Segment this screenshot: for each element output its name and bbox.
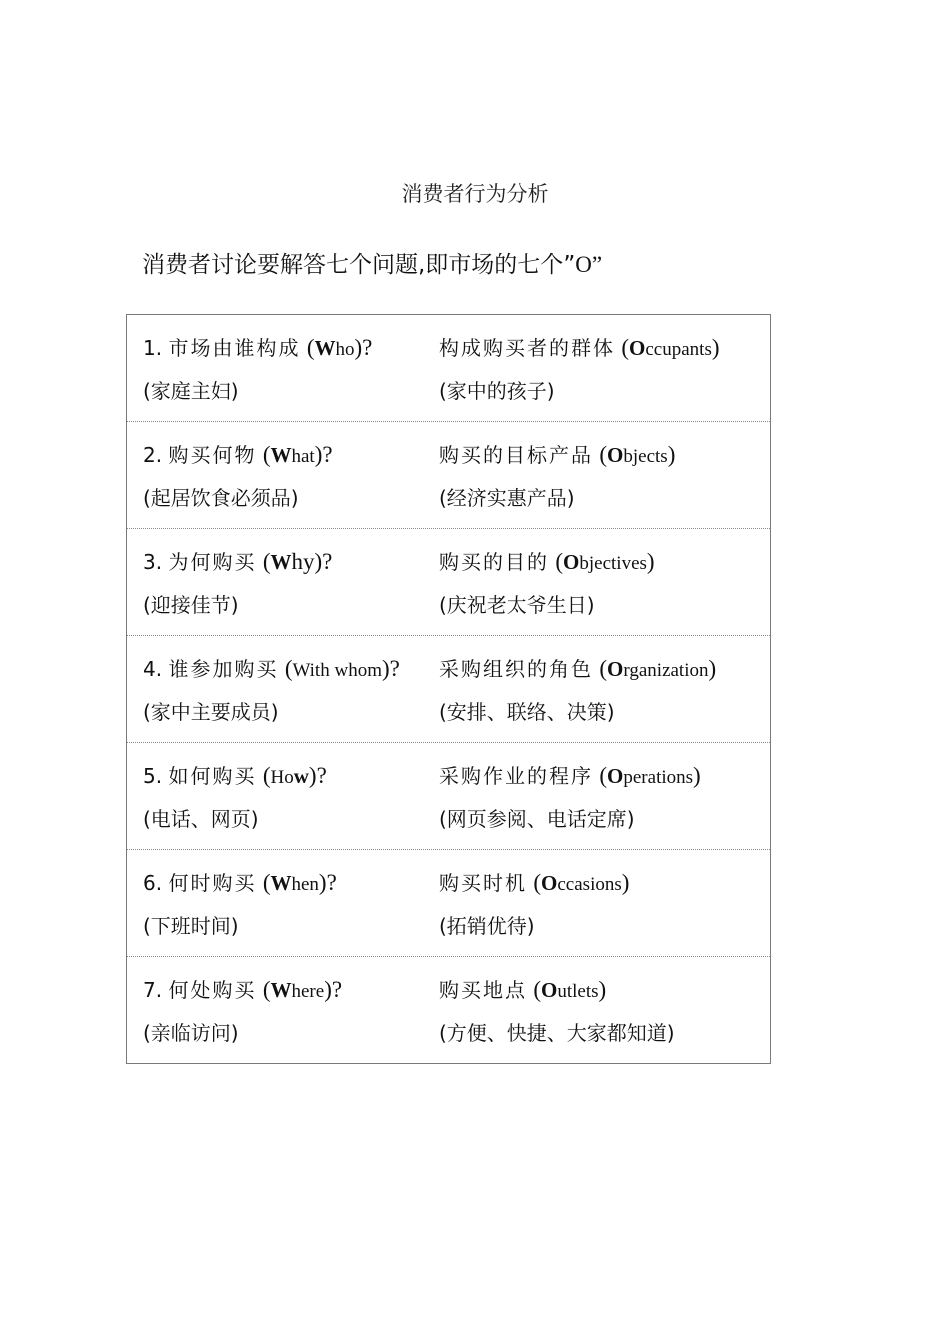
question-example: (亲临访问) [143, 1021, 239, 1045]
answer-example: (庆祝老太爷生日) [439, 593, 595, 617]
answer-example: (家中的孩子) [439, 379, 555, 403]
answer-line: 构成购买者的群体 (Occupants) [439, 335, 720, 360]
question-mark: ? [362, 335, 373, 360]
answer-text: 采购组织的角色 [439, 657, 593, 681]
question-text: 何时购买 [168, 871, 257, 895]
question-cell [127, 636, 427, 742]
question-cell [127, 529, 427, 635]
question-text: 为何购买 [168, 550, 257, 574]
answer-example: (网页参阅、电话定席) [439, 807, 635, 831]
answer-text: 购买时机 [439, 871, 527, 895]
answer-term: perations [623, 767, 694, 788]
answer-example: (拓销优待) [439, 914, 535, 938]
question-term: hy [291, 549, 315, 574]
table-row [127, 315, 770, 422]
answer-initial: O [607, 443, 624, 467]
subtitle-quote-open: ” [563, 252, 576, 278]
table-row [127, 636, 770, 743]
answer-line: 购买时机 (Occasions) [439, 870, 630, 895]
question-cell [127, 743, 427, 849]
row-number: 3. [143, 550, 163, 574]
document-subtitle [142, 246, 602, 279]
table-row [127, 529, 770, 636]
question-example: (电话、网页) [143, 807, 259, 831]
answer-cell [427, 315, 770, 421]
question-text: 何处购买 [168, 978, 257, 1002]
question-initial: W [270, 978, 292, 1002]
question-cell [127, 957, 427, 1063]
row-number: 1. [143, 336, 163, 360]
question-mark: ? [322, 549, 333, 574]
question-example: (迎接佳节) [143, 593, 239, 617]
answer-term: utlets [557, 981, 599, 1002]
question-term: hat [291, 446, 315, 467]
answer-line: 采购组织的角色 (Organization) [439, 656, 717, 681]
answer-line: 购买的目标产品 (Objects) [439, 442, 676, 467]
table-row [127, 422, 770, 529]
question-mark: ? [316, 763, 327, 788]
answer-text: 购买的目标产品 [439, 443, 593, 467]
question-mark: ? [389, 656, 400, 681]
question-example: (家中主要成员) [143, 700, 279, 724]
answer-example: (经济实惠产品) [439, 486, 575, 510]
answer-text: 购买地点 [439, 978, 527, 1002]
table-row [127, 850, 770, 957]
answer-text: 购买的目的 [439, 550, 549, 574]
answer-cell [427, 743, 770, 849]
question-term: ho [335, 339, 355, 360]
question-term: hom [348, 660, 382, 681]
question-line: 5. 如何购买 (How)? [143, 763, 327, 788]
question-initial: Ho [270, 767, 294, 788]
question-line: 2. 购买何物 (What)? [143, 442, 333, 467]
question-term: w [293, 764, 309, 788]
answer-cell [427, 957, 770, 1063]
subtitle-text: 消费者讨论要解答七个问题,即市场的七个 [142, 252, 564, 278]
question-line: 7. 何处购买 (Where)? [143, 977, 343, 1002]
question-line: 1. 市场由谁构成 (Who)? [143, 335, 373, 360]
question-initial: With w [292, 660, 349, 681]
question-initial: W [270, 871, 292, 895]
row-number: 4. [143, 657, 163, 681]
row-number: 6. [143, 871, 163, 895]
question-line: 3. 为何购买 (Why)? [143, 549, 333, 574]
answer-line: 购买的目的 (Objectives) [439, 549, 655, 574]
question-mark: ? [331, 977, 343, 1002]
subtitle-o: O [575, 252, 592, 277]
answer-text: 构成购买者的群体 [439, 336, 615, 360]
answer-initial: O [563, 550, 580, 574]
row-number: 5. [143, 764, 163, 788]
question-initial: W [270, 550, 292, 574]
answer-initial: O [541, 978, 558, 1002]
question-cell [127, 422, 427, 528]
question-example: (起居饮食必须品) [143, 486, 299, 510]
answer-term: rganization [623, 660, 709, 681]
question-cell [127, 850, 427, 956]
answer-term: ccasions [557, 874, 622, 895]
answer-cell [427, 422, 770, 528]
question-text: 市场由谁构成 [168, 336, 301, 360]
question-mark: ? [322, 442, 333, 467]
answer-term: bjectives [579, 553, 647, 574]
answer-example: (方便、快捷、大家都知道) [439, 1021, 675, 1045]
answer-term: ccupants [645, 339, 712, 360]
question-initial: W [270, 443, 292, 467]
answer-cell [427, 850, 770, 956]
answer-line: 购买地点 (Outlets) [439, 977, 607, 1002]
question-line: 4. 谁参加购买 (With whom)? [143, 656, 400, 681]
question-initial: W [314, 336, 336, 360]
question-text: 谁参加购买 [168, 657, 279, 681]
answer-term: bjects [623, 446, 668, 467]
question-cell [127, 315, 427, 421]
question-example: (家庭主妇) [143, 379, 239, 403]
answer-line: 采购作业的程序 (Operations) [439, 763, 701, 788]
answer-initial: O [607, 657, 624, 681]
answer-example: (安排、联络、决策) [439, 700, 615, 724]
answer-cell [427, 636, 770, 742]
row-number: 7. [143, 978, 163, 1002]
question-mark: ? [326, 870, 337, 895]
question-term: hen [291, 874, 319, 895]
question-line: 6. 何时购买 (When)? [143, 870, 337, 895]
answer-initial: O [607, 764, 624, 788]
document-title: 消费者行为分析 [401, 182, 549, 206]
answer-text: 采购作业的程序 [439, 764, 593, 788]
question-term: here [291, 981, 325, 1002]
subtitle-quote-close: ” [591, 252, 603, 277]
question-text: 购买何物 [168, 443, 257, 467]
answer-initial: O [629, 336, 646, 360]
answer-cell [427, 529, 770, 635]
answer-initial: O [541, 871, 558, 895]
seven-o-table [126, 314, 771, 1064]
row-number: 2. [143, 443, 163, 467]
table-row [127, 957, 770, 1063]
table-row [127, 743, 770, 850]
question-text: 如何购买 [168, 764, 257, 788]
question-example: (下班时间) [143, 914, 239, 938]
